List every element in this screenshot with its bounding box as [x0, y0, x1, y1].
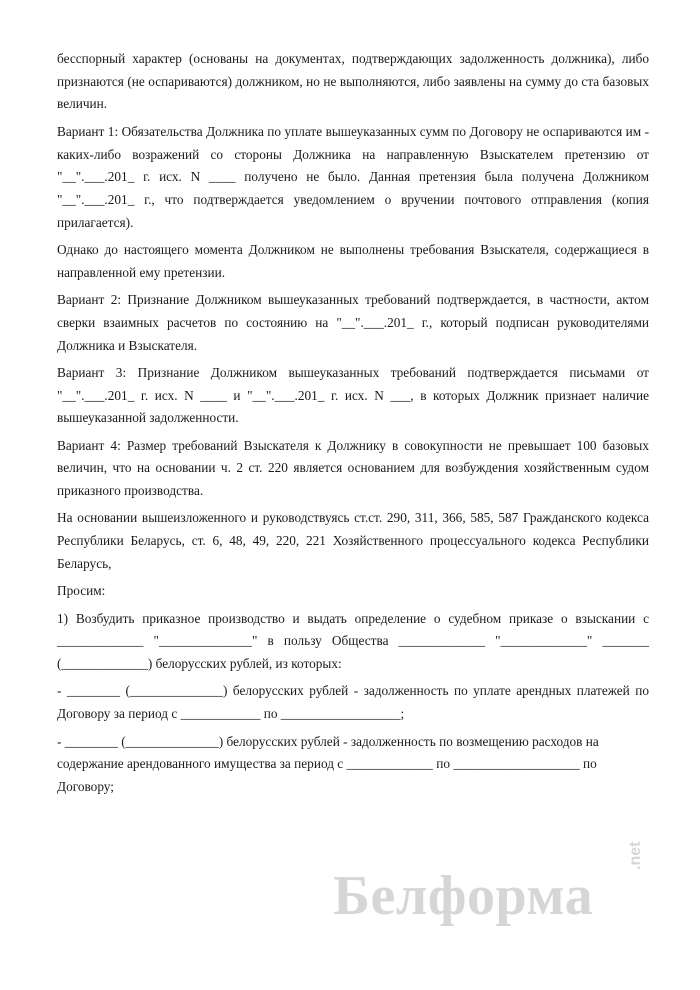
paragraph-request-heading: Просим:: [57, 583, 106, 599]
paragraph-legal-basis: На основании вышеизложенного и руководствуясь ст.ст. 290, 311, 366, 585, 587 Гражданского кодекса Республики Беларусь, ст. 6, 48, 49, 220, 221 Хозяйственного процессуального кодекса Республики Беларусь,: [57, 510, 649, 571]
paragraph-variant-4: Вариант 4: Размер требований Взыскателя к Должнику в совокупности не превышает 100 базовых величин, что на основании ч. 2 ст. 220 является основанием для возбуждения хозяйственным судом приказного производства.: [57, 437, 649, 499]
paragraph-variant-1: Вариант 1: Обязательства Должника по уплате вышеуказанных сумм по Договору не оспариваются им - каких-либо возражений со стороны Должника на направленную Взыскателем претензию от "__".___.201_ г. исх. N ____ получено не было. Данная претензия была получена Должником "__".___.201_ г., что подтверждается уведомлением о вручении почтового отправления (копия прилагается).: [57, 123, 649, 230]
paragraph-however: Однако до настоящего момента Должником не выполнены требования Взыскателя, содержащиеся в направленной ему претензии.: [57, 242, 649, 280]
watermark-brand: Белформа: [333, 865, 594, 927]
paragraph-request-1: 1) Возбудить приказное производство и выдать определение о судебном приказе о взыскании с _____________ "______________" в пользу Общества _____________ "_____________" _______ (_____________) белорусских рублей, из которых:: [57, 610, 649, 672]
paragraph-rent-debt: - ________ (______________) белорусских рублей - задолженность по уплате арендных платежей по Договору за период с ____________ по __________________;: [57, 683, 649, 722]
document-body: [57, 48, 649, 803]
paragraph-variant-2: Вариант 2: Признание Должником вышеуказанных требований подтверждается, в частности, актом сверки взаимных расчетов по состоянию на "__".___.201_ г., который подписан руководителями Должника и Взыскателя.: [57, 292, 649, 353]
paragraph-maintenance-debt: - ________ (______________) белорусских рублей - задолженность по возмещению расходов на содержание арендованного имущества за период с _____________ по ___________________ по Договору;: [57, 733, 599, 794]
paragraph-intro: бесспорный характер (основаны на документах, подтверждающих задолженность должника), либо признаются (не оспариваются) должником, но не выполняются, либо заявлены на сумму до ста базовых величин.: [57, 51, 649, 112]
watermark-suffix: .net: [627, 841, 644, 870]
paragraph-variant-3: Вариант 3: Признание Должником вышеуказанных требований подтверждается письмами от "__".___.201_ г. исх. N ____ и "__".___.201_ г. исх. N ___, в которых Должник признает наличие вышеуказанной задолженности.: [57, 364, 649, 426]
